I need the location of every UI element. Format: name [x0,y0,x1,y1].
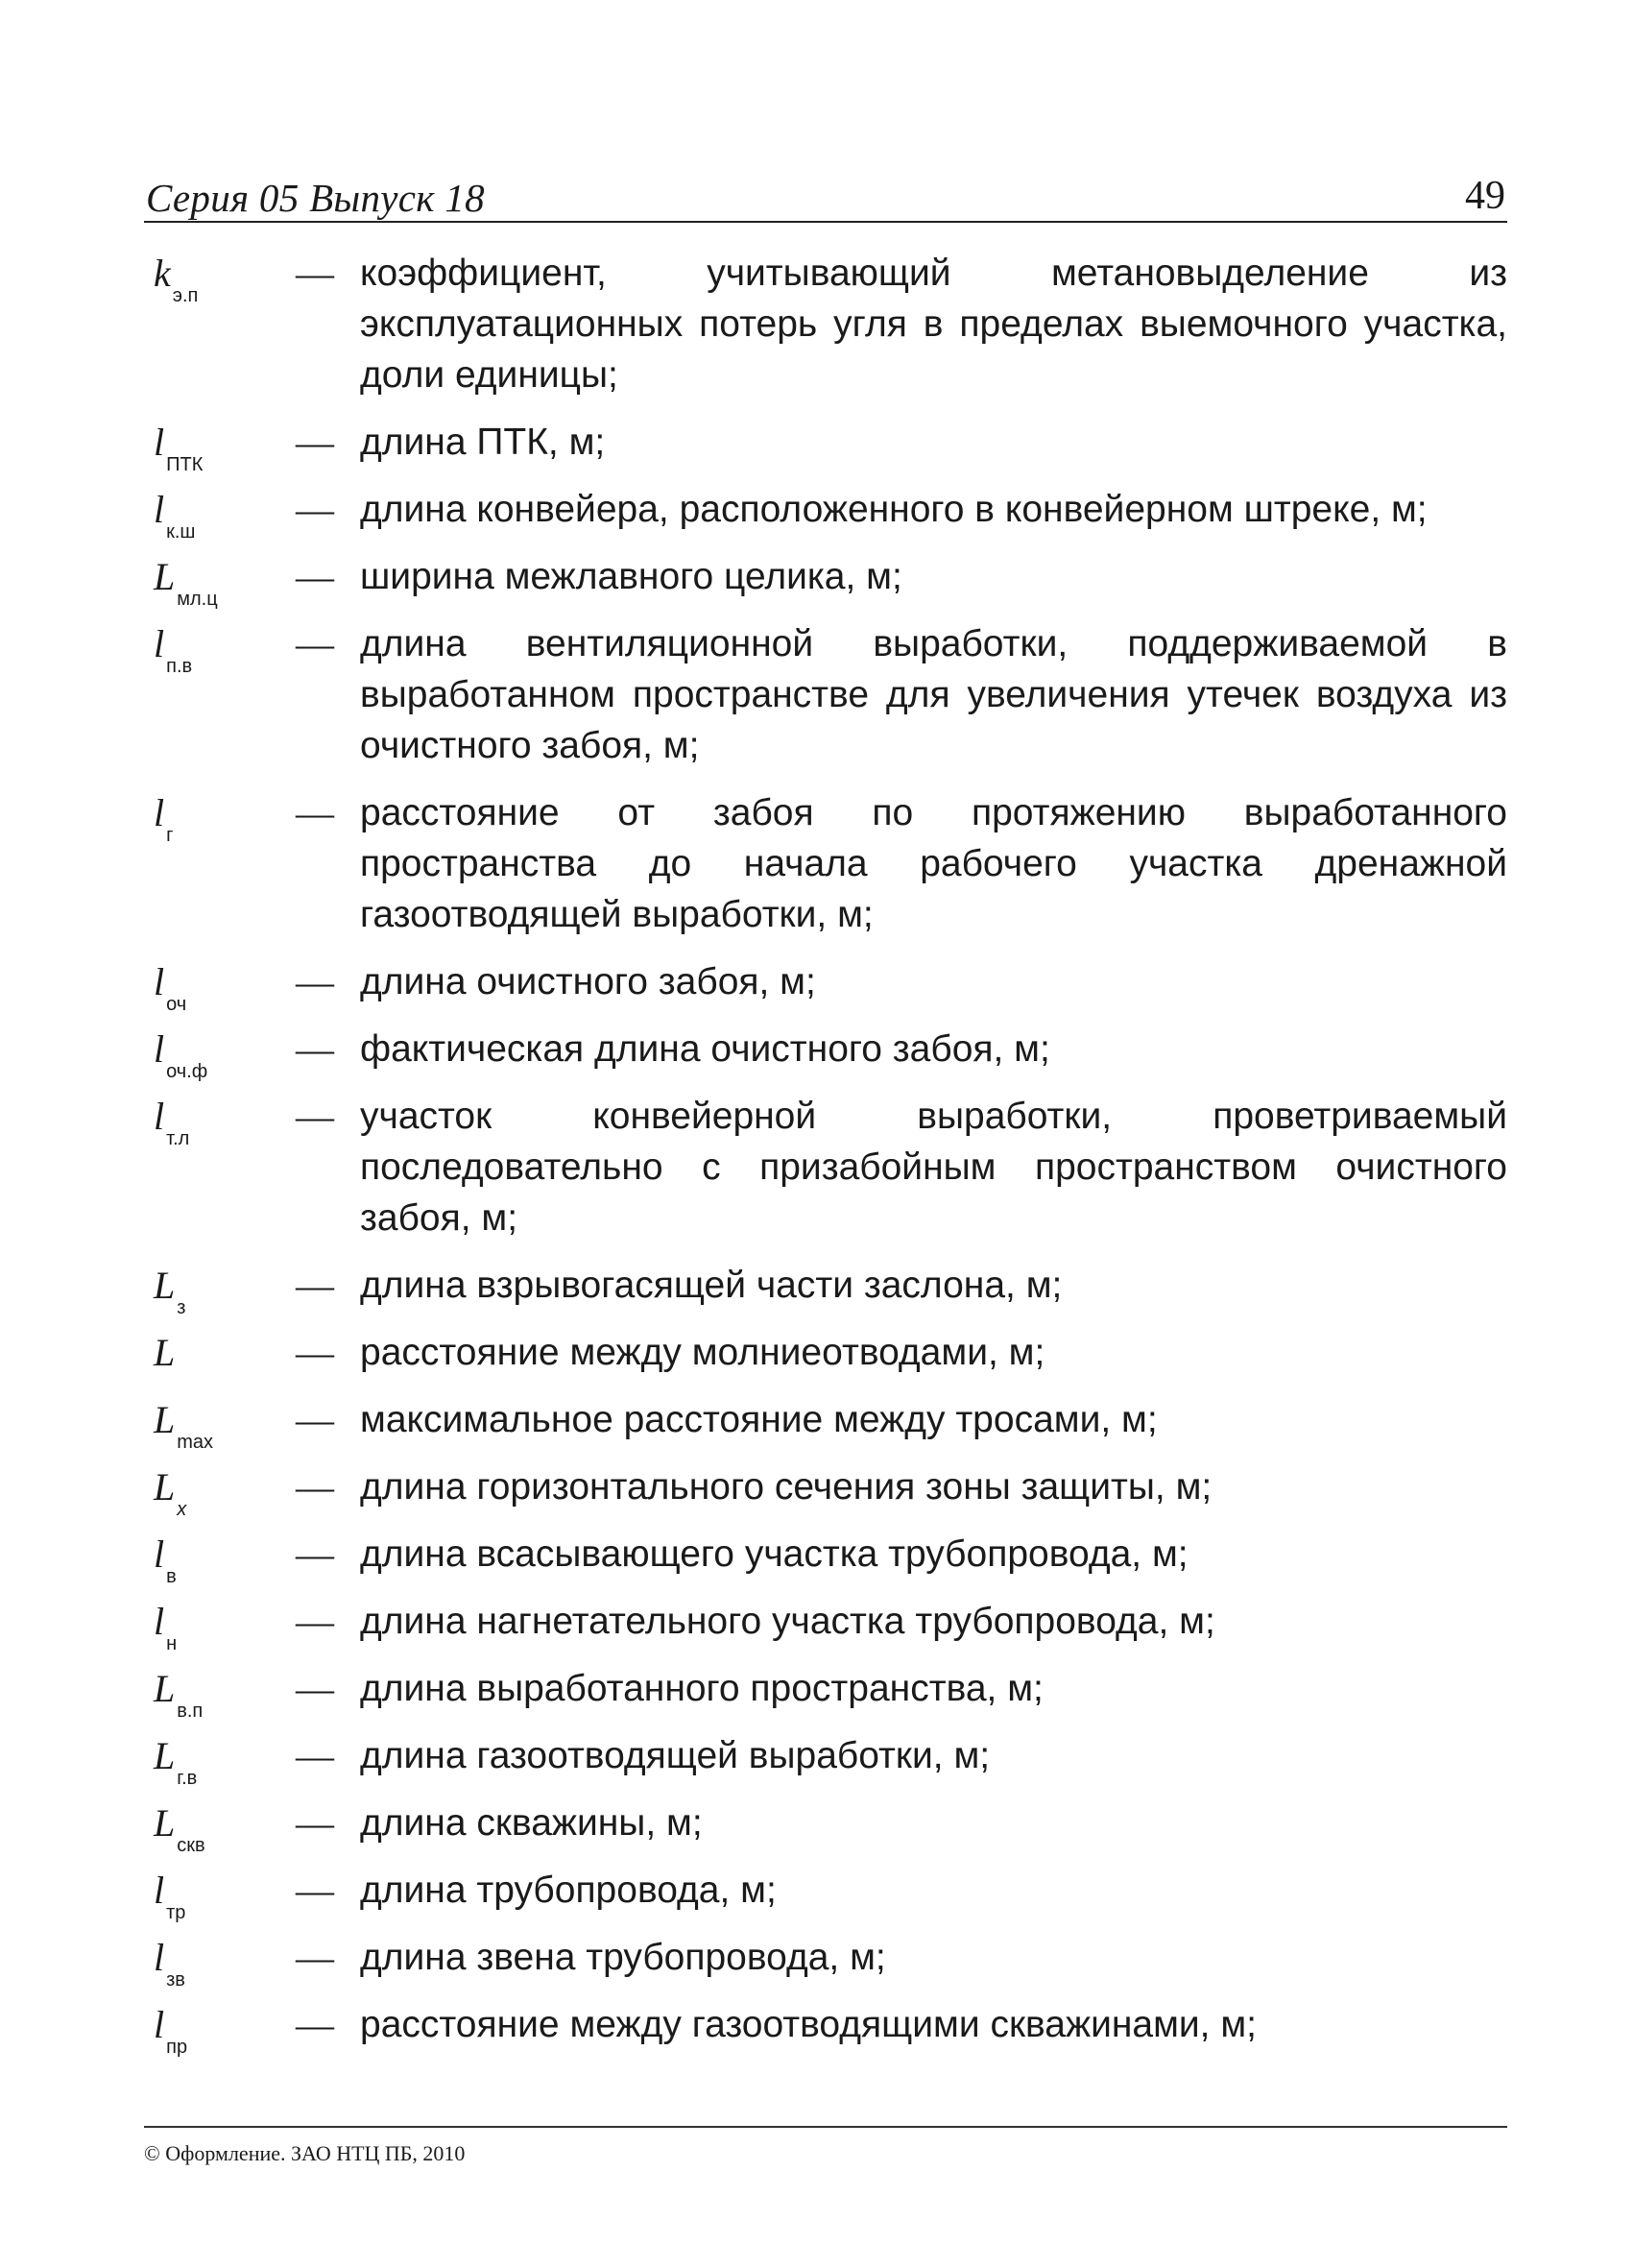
definition-entry [144,1260,1507,1327]
definition-text: длина нагнетательного участка трубопровода, м; [360,1601,1215,1642]
definition-entry [144,787,1507,956]
em-dash: — [296,2003,334,2046]
definition-text: длина очистного забоя, м; [360,961,816,1002]
em-dash: — [296,1801,334,1845]
definition-entry [144,1663,1507,1730]
definition-text: длина скважины, м; [360,1802,703,1844]
definition-text: расстояние между молниеотводами, м; [360,1332,1045,1373]
definition-entry [144,1461,1507,1529]
symbol: $l_н$ [154,1600,178,1654]
definition-entry [144,1091,1507,1260]
symbol: $l_г$ [154,791,174,846]
definition-entry [144,1865,1507,1932]
symbol: $L_{в.п}$ [154,1667,204,1722]
page-number: 49 [1465,174,1505,218]
em-dash: — [296,1734,334,1777]
symbol: $l_{т.л}$ [154,1095,190,1149]
em-dash: — [296,1095,334,1138]
definition-entry [144,1798,1507,1865]
symbol: $l_{пр}$ [154,2003,188,2058]
definition-entry [144,1394,1507,1461]
definition-text: длина трубопровода, м; [360,1870,777,1911]
em-dash: — [296,1264,334,1307]
symbol: $l_{зв}$ [154,1936,185,1991]
definition-entry [144,956,1507,1024]
page-footer [144,2126,1507,2166]
symbol: $L_з$ [154,1264,186,1318]
symbol: $l_{к.ш}$ [154,488,196,543]
em-dash: — [296,1869,334,1912]
definition-text: ширина межлавного целика, м; [360,556,902,597]
symbol: $l_{тр}$ [154,1869,186,1923]
definition-entry [144,1529,1507,1596]
definition-entry [144,484,1507,551]
symbol: $l_{п.в}$ [154,622,193,677]
em-dash: — [296,421,334,464]
definition-entry [144,1932,1507,1999]
em-dash: — [296,488,334,531]
definition-text: длина звена трубопровода, м; [360,1937,886,1978]
symbol: L [154,1331,176,1374]
em-dash: — [296,622,334,665]
symbol: $L_{max}$ [154,1398,214,1453]
definition-text: длина вентиляционной выработки, поддерживаемой в выработанном пространстве для увеличения утечек воздуха из очистного забоя, м; [360,623,1507,766]
page-header [144,171,1507,223]
definition-entry [144,417,1507,484]
definition-text: длина конвейера, расположенного в конвейерном штреке, м; [360,489,1428,530]
definition-text: длина горизонтального сечения зоны защиты, м; [360,1466,1213,1508]
symbol: $L_{мл.ц}$ [154,555,218,610]
definition-text: расстояние от забоя по протяжению выработанного пространства до начала рабочего участка дренажной газоотводящей выработки, м; [360,792,1507,935]
symbol: $L_x$ [154,1465,187,1520]
symbol-definition-list [144,248,1507,2066]
symbol: $L_{скв}$ [154,1801,205,1856]
definition-text: длина всасывающего участка трубопровода, м; [360,1533,1189,1575]
em-dash: — [296,1465,334,1508]
definition-entry [144,248,1507,417]
definition-text: расстояние между газоотводящими скважинами, м; [360,2004,1258,2045]
em-dash: — [296,1936,334,1979]
definition-entry [144,551,1507,618]
symbol: $l_{оч}$ [154,960,187,1015]
definition-text: длина газоотводящей выработки, м; [360,1735,991,1776]
em-dash: — [296,1667,334,1710]
em-dash: — [296,555,334,598]
em-dash: — [296,960,334,1003]
definition-text: длина ПТК, м; [360,422,606,463]
em-dash: — [296,1600,334,1643]
symbol: $k_{э.п}$ [154,252,199,306]
symbol: $l_в$ [154,1532,177,1587]
definition-text: длина выработанного пространства, м; [360,1668,1044,1709]
definition-entry [144,1327,1507,1394]
definition-entry [144,1730,1507,1798]
definition-text: фактическая длина очистного забоя, м; [360,1028,1050,1070]
em-dash: — [296,252,334,295]
copyright-notice: © Оформление. ЗАО НТЦ ПБ, 2010 [144,2141,466,2165]
em-dash: — [296,1331,334,1374]
em-dash: — [296,1027,334,1071]
definition-entry [144,1024,1507,1091]
definition-text: максимальное расстояние между тросами, м; [360,1399,1158,1440]
definition-entry [144,1596,1507,1663]
definition-text: длина взрывогасящей части заслона, м; [360,1265,1063,1306]
em-dash: — [296,791,334,834]
series-title: Серия 05 Выпуск 18 [146,176,485,220]
em-dash: — [296,1398,334,1441]
symbol: $l_{ПТК}$ [154,421,204,475]
symbol: $l_{оч.ф}$ [154,1027,208,1082]
definition-text: участок конвейерной выработки, проветриваемый последовательно с призабойным пространством очистного забоя, м; [360,1096,1507,1239]
em-dash: — [296,1532,334,1576]
symbol: $L_{г.в}$ [154,1734,198,1789]
definition-entry [144,618,1507,787]
definition-text: коэффициент, учитывающий метановыделение из эксплуатационных потерь угля в пределах выемочного участка, доли единицы; [360,253,1507,396]
definition-entry [144,1999,1507,2066]
